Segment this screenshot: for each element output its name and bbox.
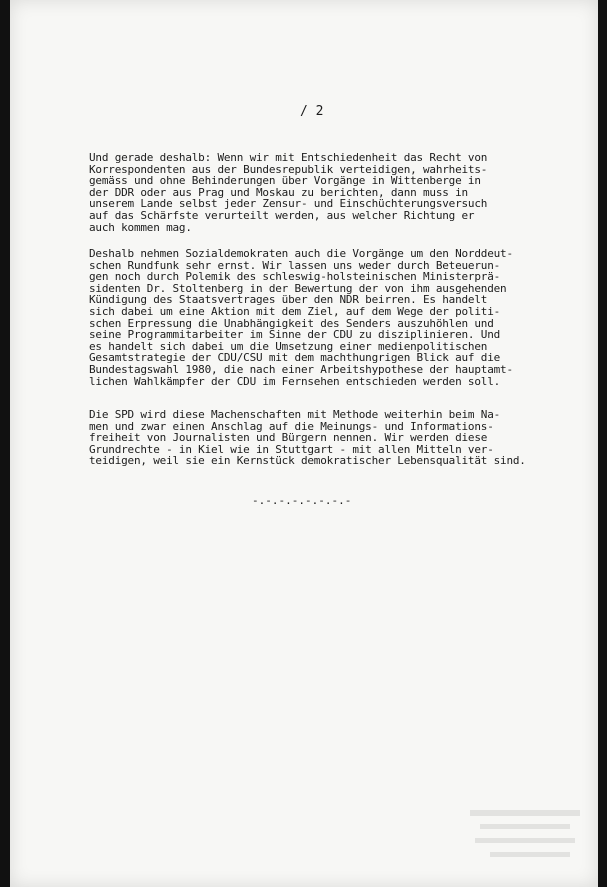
text-line: Korrespondenten aus der Bundesrepublik verteidigen, wahrheits- xyxy=(89,162,488,176)
text-line: sidenten Dr. Stoltenberg in der Bewertung der von ihm ausgehenden xyxy=(89,281,507,295)
text-line: Die SPD wird diese Machenschaften mit Methode weiterhin beim Na- xyxy=(89,408,501,421)
text-line: Deshalb nehmen Sozialdemokraten auch die Vorgänge um den Norddeut- xyxy=(89,247,513,260)
text-line: schen Rundfunk sehr ernst. Wir lassen uns weder durch Beteuerun- xyxy=(89,258,501,272)
text-line: teidigen, weil sie ein Kernstück demokratischer Lebensqualität sind. xyxy=(89,454,526,468)
paragraph-1 xyxy=(89,152,589,233)
text-line: sich dabei um eine Aktion mit dem Ziel, auf dem Wege der politi- xyxy=(89,304,501,318)
text-line: Gesamtstrategie der CDU/CSU mit dem machthungrigen Blick auf die xyxy=(89,351,501,365)
scan-border-left xyxy=(0,0,10,887)
text-line: der DDR oder aus Prag und Moskau zu berichten, dann muss in xyxy=(89,185,468,199)
document-page xyxy=(10,0,598,887)
text-line: auch kommen mag. xyxy=(89,220,192,234)
paragraph-3 xyxy=(89,409,589,467)
end-mark: -.-.-.-.-.-.-.- xyxy=(252,494,352,507)
text-line: Kündigung des Staatsvertrages über den NDR beirren. Es handelt xyxy=(89,293,488,307)
text-line: Grundrechte - in Kiel wie in Stuttgart - mit allen Mitteln ver- xyxy=(89,442,494,456)
text-line: gemäss und ohne Behinderungen über Vorgänge in Wittenberge in xyxy=(89,174,481,188)
text-line: es handelt sich dabei um die Umsetzung einer medienpolitischen xyxy=(89,339,488,353)
text-line: unserem Lande selbst jeder Zensur- und Einschüchterungsversuch xyxy=(89,197,488,211)
text-line: lichen Wahlkämpfer der CDU im Fernsehen entschieden werden soll. xyxy=(89,374,501,388)
text-line: gen noch durch Polemik des schleswig-holsteinischen Ministerprä- xyxy=(89,270,501,284)
scan-border-right xyxy=(598,0,607,887)
text-line: seine Programmitarbeiter im Sinne der CDU zu disziplinieren. Und xyxy=(89,328,501,342)
page-number: / 2 xyxy=(300,104,324,119)
text-line: freiheit von Journalisten und Bürgern nennen. Wir werden diese xyxy=(89,431,488,445)
text-line: Bundestagswahl 1980, die nach einer Arbeitshypothese der hauptamt- xyxy=(89,362,513,376)
text-line: schen Erpressung die Unabhängigkeit des Senders auszuhöhlen und xyxy=(89,316,494,330)
text-line: auf das Schärfste verurteilt werden, aus welcher Richtung er xyxy=(89,208,475,222)
faint-stamp-bleedthrough xyxy=(460,800,590,870)
paragraph-2 xyxy=(89,248,589,387)
text-line: men und zwar einen Anschlag auf die Meinungs- und Informations- xyxy=(89,419,494,433)
text-line: Und gerade deshalb: Wenn wir mit Entschiedenheit das Recht von xyxy=(89,151,488,164)
